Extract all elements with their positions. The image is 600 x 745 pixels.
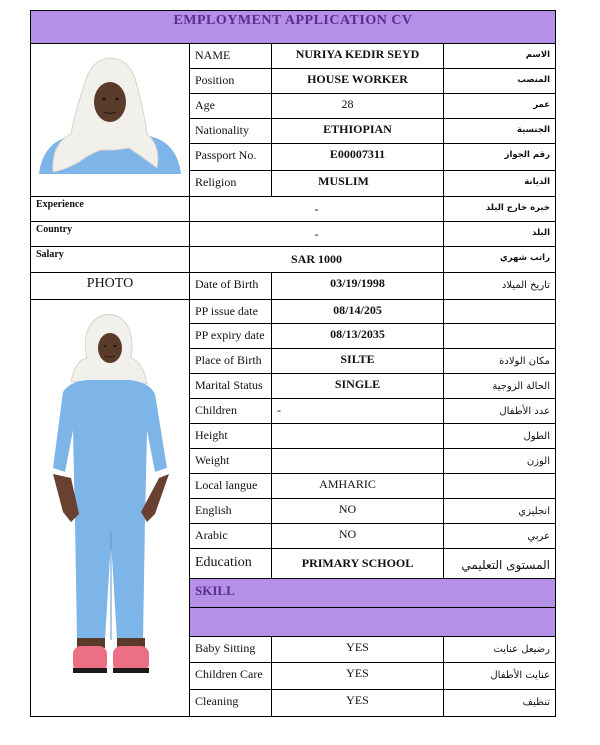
religion-value: MUSLIM <box>271 170 444 197</box>
experience-label: Experience <box>30 196 190 222</box>
name-value: NURIYA KEDIR SEYD <box>271 43 444 69</box>
country-label: Country <box>30 221 190 247</box>
photo-label: PHOTO <box>30 272 190 300</box>
salary-value: SAR 1000 <box>189 246 444 273</box>
children-value: - <box>271 398 444 424</box>
pp-issue-value: 08/14/205 <box>271 299 444 324</box>
nationality-value: ETHIOPIAN <box>271 118 444 144</box>
arabic-value: NO <box>271 523 444 549</box>
full-body-photo <box>30 299 190 717</box>
pob-arabic: مكان الولادة <box>443 348 556 374</box>
children-arabic: عدد الأطفال <box>443 398 556 424</box>
position-value: HOUSE WORKER <box>271 68 444 94</box>
age-label: Age <box>189 93 272 119</box>
headshot-photo <box>30 43 190 197</box>
dob-value: 03/19/1998 <box>271 272 444 300</box>
passport-arabic: رقم الجواز <box>443 143 556 171</box>
passport-value: E00007311 <box>271 143 444 171</box>
arabic-label: Arabic <box>189 523 272 549</box>
country-arabic: البلد <box>443 221 556 247</box>
height-label: Height <box>189 423 272 449</box>
experience-arabic: خبره خارج البلد <box>443 196 556 222</box>
english-label: English <box>189 498 272 524</box>
local-language-label: Local langue <box>189 473 272 499</box>
weight-label: Weight <box>189 448 272 474</box>
english-value: NO <box>271 498 444 524</box>
skill-arabic-cleaning: تنظيف <box>443 689 556 717</box>
religion-arabic: الديانة <box>443 170 556 197</box>
salary-label: Salary <box>30 246 190 273</box>
local-language-arabic <box>443 473 556 499</box>
age-arabic: عمر <box>443 93 556 119</box>
pp-expiry-value: 08/13/2035 <box>271 323 444 349</box>
salary-arabic: راتب شهري <box>443 246 556 273</box>
country-value: - <box>189 221 444 247</box>
skill-value-baby-sitting: YES <box>271 636 444 663</box>
pob-value: SILTE <box>271 348 444 374</box>
skill-arabic-baby-sitting: رضيعل عنايت <box>443 636 556 663</box>
pob-label: Place of Birth <box>189 348 272 374</box>
marital-value: SINGLE <box>271 373 444 399</box>
marital-arabic: الحالة الزوجية <box>443 373 556 399</box>
nationality-label: Nationality <box>189 118 272 144</box>
children-label: Children <box>189 398 272 424</box>
education-value: PRIMARY SCHOOL <box>271 548 444 579</box>
pp-expiry-label: PP expiry date <box>189 323 272 349</box>
skill-value-children-care: YES <box>271 662 444 690</box>
pp-issue-arabic <box>443 299 556 324</box>
skill-value-cleaning: YES <box>271 689 444 717</box>
education-arabic: المستوى التعليمي <box>443 548 556 579</box>
local-language-value: AMHARIC <box>271 473 444 499</box>
age-value: 28 <box>271 93 444 119</box>
page-title: EMPLOYMENT APPLICATION CV <box>30 10 556 44</box>
experience-value: - <box>189 196 444 222</box>
cv-sheet <box>30 10 556 717</box>
weight-value <box>271 448 444 474</box>
religion-label: Religion <box>189 170 272 197</box>
position-label: Position <box>189 68 272 94</box>
skill-label-cleaning: Cleaning <box>189 689 272 717</box>
skill-heading: SKILL <box>189 578 556 608</box>
pp-expiry-arabic <box>443 323 556 349</box>
education-label: Education <box>189 548 272 579</box>
arabic-arabic: عربي <box>443 523 556 549</box>
height-value <box>271 423 444 449</box>
weight-arabic: الوزن <box>443 448 556 474</box>
position-arabic: المنصب <box>443 68 556 94</box>
skill-arabic-children-care: عنايت الأطفال <box>443 662 556 690</box>
english-arabic: انجليزي <box>443 498 556 524</box>
height-arabic: الطول <box>443 423 556 449</box>
dob-arabic: تاريخ الميلاد <box>443 272 556 300</box>
skill-label-children-care: Children Care <box>189 662 272 690</box>
dob-label: Date of Birth <box>189 272 272 300</box>
name-arabic: الاسم <box>443 43 556 69</box>
skill-label-baby-sitting: Baby Sitting <box>189 636 272 663</box>
marital-label: Marital Status <box>189 373 272 399</box>
passport-label: Passport No. <box>189 143 272 171</box>
pp-issue-label: PP issue date <box>189 299 272 324</box>
name-label: NAME <box>189 43 272 69</box>
nationality-arabic: الجنسية <box>443 118 556 144</box>
skill-spacer-row <box>189 607 556 637</box>
